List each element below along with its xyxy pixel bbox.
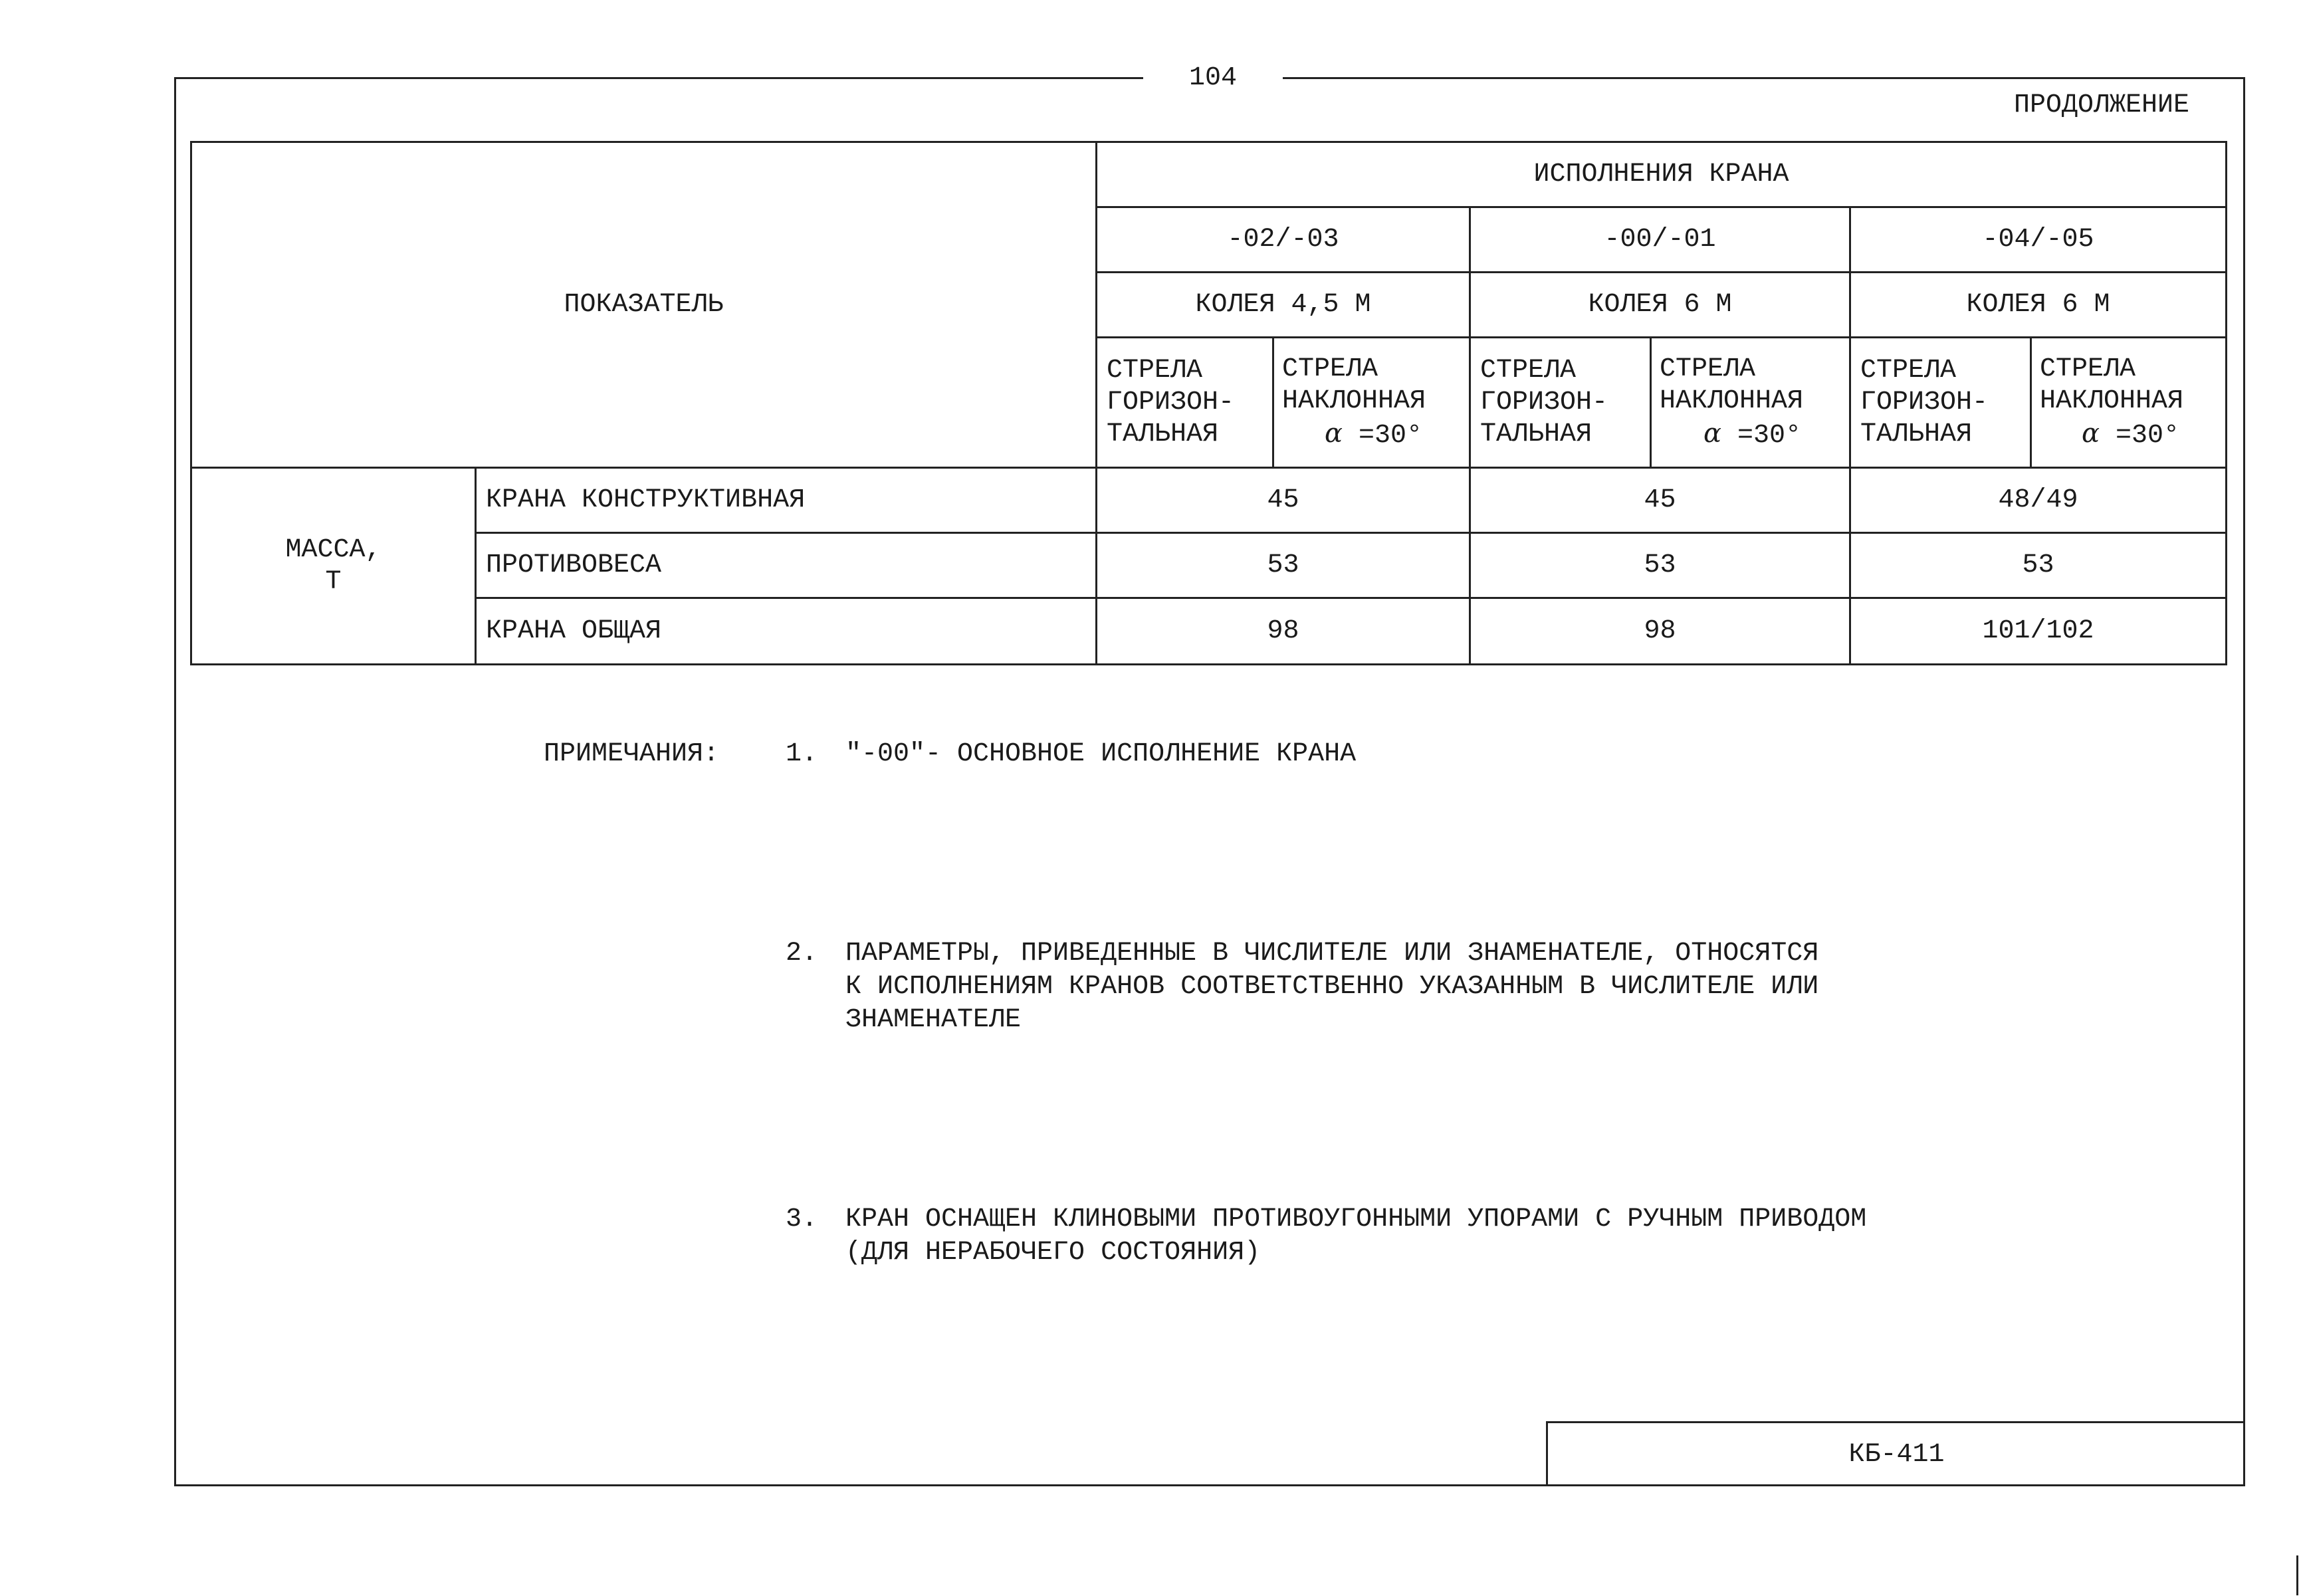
note-number: 1. xyxy=(786,739,818,769)
boom-line: ГОРИЗОН- xyxy=(1107,387,1235,417)
table-cell: 53 xyxy=(1470,533,1850,598)
indicator-header: ПОКАЗАТЕЛЬ xyxy=(191,142,1097,468)
note-number: 3. xyxy=(786,1204,818,1234)
boom-angle: =30° xyxy=(1359,420,1423,451)
version-gauge: КОЛЕЯ 4,5 М xyxy=(1097,273,1470,338)
table-cell: 101/102 xyxy=(1850,598,2227,665)
boom-horizontal-header xyxy=(1470,338,1651,468)
version-code: -00/-01 xyxy=(1470,207,1850,273)
notes-section xyxy=(544,671,2301,1303)
boom-horizontal-header xyxy=(1850,338,2031,468)
alpha-symbol: α xyxy=(1703,417,1721,449)
note-text xyxy=(845,738,2301,771)
page-number: 104 xyxy=(1143,58,1283,98)
mass-label-line: МАССА, xyxy=(285,534,382,565)
table-cell: 48/49 xyxy=(1850,468,2227,533)
boom-line: НАКЛОННАЯ xyxy=(2040,386,2184,416)
boom-line: НАКЛОННАЯ xyxy=(1660,386,1804,416)
boom-line: СТРЕЛА xyxy=(1282,354,1378,384)
boom-angle: =30° xyxy=(1737,420,1802,451)
mass-label-line: Т xyxy=(325,566,342,597)
boom-line: ГОРИЗОН- xyxy=(1480,387,1608,417)
table-cell: 98 xyxy=(1097,598,1470,665)
boom-line: НАКЛОННАЯ xyxy=(1282,386,1426,416)
boom-line: СТРЕЛА xyxy=(1480,355,1577,386)
versions-header: ИСПОЛНЕНИЯ КРАНА xyxy=(1097,142,2227,207)
alpha-symbol: α xyxy=(2082,417,2100,449)
version-code: -02/-03 xyxy=(1097,207,1470,273)
note-text xyxy=(845,937,2301,1037)
note-text xyxy=(845,1203,2301,1270)
boom-inclined-header xyxy=(1273,338,1470,468)
alpha-symbol: α xyxy=(1324,417,1343,449)
boom-line: ТАЛЬНАЯ xyxy=(1480,419,1592,449)
notes-lead: ПРИМЕЧАНИЯ: xyxy=(544,739,720,769)
table-cell: 53 xyxy=(1850,533,2227,598)
table-cell: 45 xyxy=(1097,468,1470,533)
boom-horizontal-header xyxy=(1097,338,1273,468)
note-line: (ДЛЯ НЕРАБОЧЕГО СОСТОЯНИЯ) xyxy=(845,1238,1261,1268)
note-line: ЗНАМЕНАТЕЛЕ xyxy=(845,1005,1022,1035)
version-gauge: КОЛЕЯ 6 М xyxy=(1850,273,2227,338)
boom-line: СТРЕЛА xyxy=(1860,355,1957,386)
boom-angle: =30° xyxy=(2116,420,2180,451)
boom-inclined-header xyxy=(1651,338,1850,468)
note-line: КРАН ОСНАЩЕН КЛИНОВЫМИ ПРОТИВОУГОННЫМИ УПОРАМИ С РУЧНЫМ ПРИВОДОМ xyxy=(845,1204,1867,1234)
table-cell: 45 xyxy=(1470,468,1850,533)
mass-label xyxy=(191,468,476,665)
continuation-label: ПРОДОЛЖЕНИЕ xyxy=(2013,90,2189,120)
boom-inclined-header xyxy=(2031,338,2227,468)
boom-line: ТАЛЬНАЯ xyxy=(1107,419,1219,449)
boom-line: СТРЕЛА xyxy=(2040,354,2136,384)
note-line: "-00"- ОСНОВНОЕ ИСПОЛНЕНИЕ КРАНА xyxy=(845,739,1357,769)
table-cell: 98 xyxy=(1470,598,1850,665)
version-code: -04/-05 xyxy=(1850,207,2227,273)
note-line: К ИСПОЛНЕНИЯМ КРАНОВ СООТВЕТСТВЕННО УКАЗАННЫМ В ЧИСЛИТЕЛЕ ИЛИ xyxy=(845,972,1819,1002)
note-number: 2. xyxy=(786,939,818,969)
row-label: КРАНА КОНСТРУКТИВНАЯ xyxy=(476,468,1097,533)
boom-line: ГОРИЗОН- xyxy=(1860,387,1989,417)
version-gauge: КОЛЕЯ 6 М xyxy=(1470,273,1850,338)
edge-mark xyxy=(2296,1555,2298,1595)
title-block-code: КБ-411 xyxy=(1546,1421,2245,1486)
note-line: ПАРАМЕТРЫ, ПРИВЕДЕННЫЕ В ЧИСЛИТЕЛЕ ИЛИ ЗНАМЕНАТЕЛЕ, ОТНОСЯТСЯ xyxy=(845,939,1819,969)
boom-line: СТРЕЛА xyxy=(1107,355,1203,386)
table-cell: 53 xyxy=(1097,533,1470,598)
boom-line: СТРЕЛА xyxy=(1660,354,1756,384)
row-label: КРАНА ОБЩАЯ xyxy=(476,598,1097,665)
row-label: ПРОТИВОВЕСА xyxy=(476,533,1097,598)
spec-table xyxy=(190,141,2227,665)
boom-line: ТАЛЬНАЯ xyxy=(1860,419,1973,449)
